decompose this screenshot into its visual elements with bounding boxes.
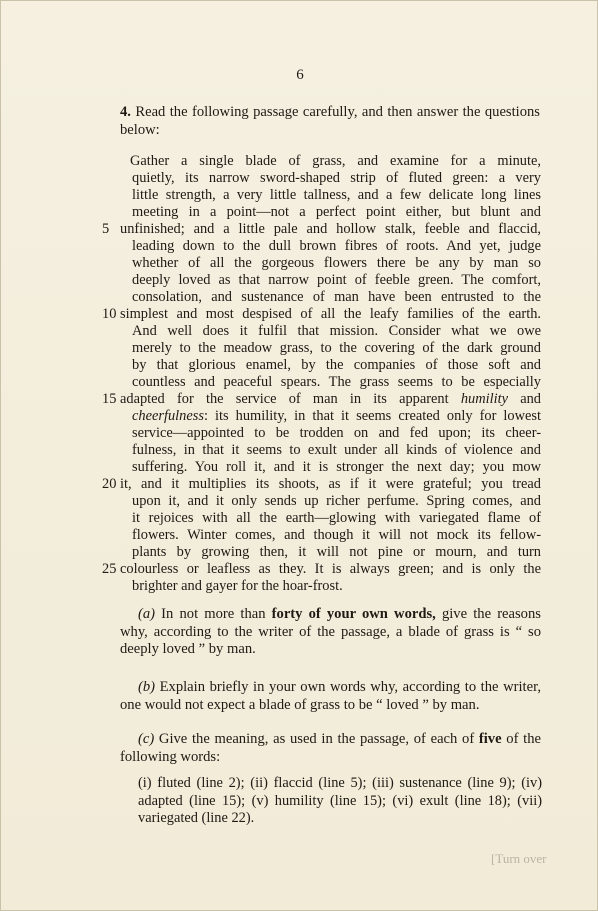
passage-line: upon it, and it only sends up richer perfume. Spring comes, and — [132, 493, 541, 509]
part-a-text-pre: In not more than — [161, 606, 266, 622]
vocabulary-list: (i) fluted (line 2); (ii) flaccid (line 5); (iii) sustenance (line 9); (iv) adapted (line 15); (v) humility (line 15); (vi) exult (line 18); (vii) variegated (line 22). — [138, 775, 542, 826]
passage-line: adapted for the service of man in its apparent humility and — [120, 391, 541, 407]
passage-line: deeply loved as that narrow point of feeble green. The comfort, — [132, 272, 541, 288]
part-c-text-bold: five — [478, 731, 502, 747]
question-part-c — [120, 731, 541, 766]
part-a-text-bold: forty of your own words, — [271, 606, 436, 622]
part-a-text-post: give the reasons why, according to the writer of the passage, a blade of grass is “ so deeply loved ” by man. — [120, 606, 541, 657]
line-number-25: 25 — [102, 561, 117, 577]
page-number: 6 — [296, 67, 304, 83]
passage-line: by that glorious enamel, by the companies of those soft and — [132, 357, 541, 373]
part-b-text: Explain briefly in your own words why, according to the writer, one would not expect a blade of grass to be “ loved ” by man. — [120, 679, 541, 713]
part-c-text-post: of the following words: — [120, 731, 541, 765]
passage-line: brighter and gayer for the hoar-frost. — [132, 578, 343, 594]
passage-line: plants by growing then, it will not pine or mourn, and turn — [132, 544, 541, 560]
passage-line: it rejoices with all the earth—glowing with variegated flame of — [132, 510, 541, 526]
passage-line: colourless or leafless as they. It is always green; and is only the — [120, 561, 541, 577]
italic-word: cheerfulness — [132, 408, 204, 424]
passage-line: unfinished; and a little pale and hollow stalk, feeble and flaccid, — [120, 221, 541, 237]
line-number-5: 5 — [102, 221, 110, 237]
italic-word: humility — [460, 391, 508, 407]
passage-line: little strength, a very little tallness, and a few delicate long lines — [132, 187, 541, 203]
line-number-20: 20 — [102, 476, 117, 492]
question-number: 4. — [120, 104, 131, 120]
passage-line: it, and it multiplies its shoots, as if it were grateful; you tread — [120, 476, 541, 492]
part-b-label: (b) — [138, 679, 156, 695]
passage-line: cheerfulness: its humility, in that it seems created only for lowest — [132, 408, 541, 424]
passage-line: And well does it fulfil that mission. Consider what we owe — [132, 323, 541, 339]
passage-line: suffering. You roll it, and it is stronger the next day; you mow — [132, 459, 541, 475]
passage-line: consolation, and sustenance of man have been entrusted to the — [132, 289, 541, 305]
passage-line: meeting in a point—not a perfect point either, but blunt and — [132, 204, 541, 220]
question-intro-text: Read the following passage carefully, and then answer the questions below: — [120, 104, 540, 138]
passage-line: fulness, in that it seems to exult under all kinds of violence and — [132, 442, 541, 458]
line-number-15: 15 — [102, 391, 117, 407]
passage-line: countless and peaceful spears. The grass seems to be especially — [132, 374, 541, 390]
part-c-label: (c) — [138, 731, 155, 747]
question-part-a — [120, 606, 541, 659]
passage-line: flowers. Winter comes, and though it will not mock its fellow- — [132, 527, 541, 543]
line-number-10: 10 — [102, 306, 117, 322]
passage-line: service—appointed to be trodden on and fed upon; its cheer- — [132, 425, 541, 441]
passage-line: merely to the meadow grass, to the covering of the dark ground — [132, 340, 541, 356]
passage-line: leading down to the dull brown fibres of roots. And yet, judge — [132, 238, 541, 254]
question-part-b — [120, 679, 541, 714]
passage-line: Gather a single blade of grass, and examine for a minute, — [130, 153, 541, 169]
part-a-label: (a) — [138, 606, 156, 622]
passage — [120, 153, 541, 595]
passage-line: quietly, its narrow sword-shaped strip of fluted green: a very — [132, 170, 541, 186]
turn-over-note: [Turn over — [491, 851, 547, 866]
question-intro — [120, 104, 540, 139]
passage-line: whether of all the gorgeous flowers there be any by man so — [132, 255, 541, 271]
passage-line: simplest and most despised of all the leafy families of the earth. — [120, 306, 541, 322]
part-c-text-pre: Give the meaning, as used in the passage, of each of — [158, 731, 475, 747]
